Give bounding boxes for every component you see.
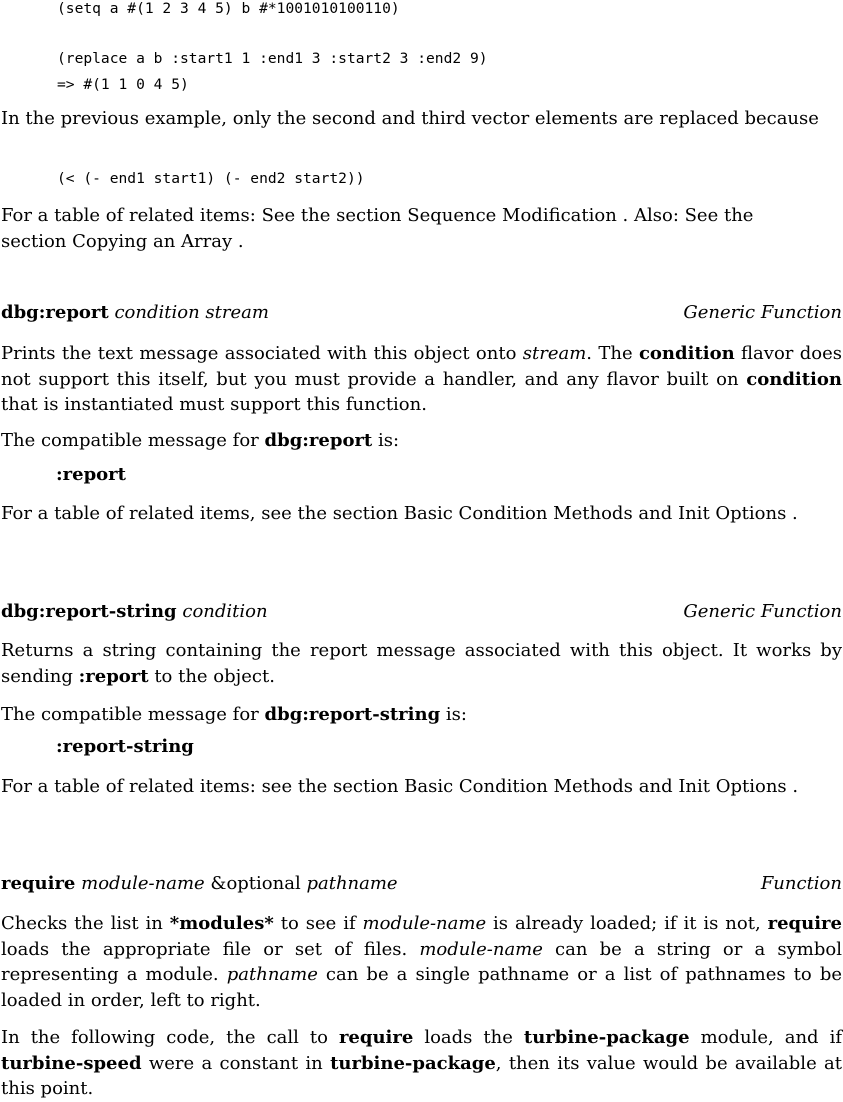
compatible-message: :report-string xyxy=(56,736,194,757)
entry-args: pathname xyxy=(306,873,398,894)
related-items-line: For a table of related items, see the section Basic Condition Methods and Init Options . xyxy=(1,503,798,524)
compatible-message-line: The compatible message for dbg:report is: xyxy=(1,430,400,451)
code-line: (< (- end1 start1) (- end2 start2)) xyxy=(57,170,365,187)
entry-name: require xyxy=(1,873,76,894)
entry-optional-keyword: &optional xyxy=(210,873,301,894)
related-items-line: section Copying an Array . xyxy=(1,231,244,252)
entry-heading xyxy=(1,302,842,328)
code-line: (replace a b :start1 1 :end1 3 :start2 3 :end2 9) xyxy=(57,50,488,67)
entry-example-intro: In the following code, the call to require loads the turbine-package module, and if turbine-speed were a constant in turbine-package, then its value would be available at this point. xyxy=(1,1027,843,1099)
entry-description: Returns a string containing the report message associated with this object. It works by sending :report to the object. xyxy=(1,640,842,687)
entry-heading xyxy=(1,873,842,899)
entry-name: dbg:report xyxy=(1,302,109,323)
entry-args: module-name xyxy=(81,873,205,894)
entry-name: dbg:report-string xyxy=(1,601,177,622)
entry-kind: Generic Function xyxy=(683,302,842,323)
code-line: => #(1 1 0 4 5) xyxy=(57,76,189,93)
entry-description: Checks the list in *modules* to see if module-name is already loaded; if it is not, require loads the appropriate file or set of files. module-name can be a string or a symbol representing a module. pathname can be a single pathname or a list of pathnames to be loaded in order, left to right. xyxy=(1,913,842,1011)
related-items-line: For a table of related items: See the section Sequence Modification . Also: See the xyxy=(1,205,754,226)
entry-kind: Generic Function xyxy=(683,601,842,622)
entry-kind: Function xyxy=(760,873,842,894)
entry-heading xyxy=(1,601,842,627)
code-line: (setq a #(1 2 3 4 5) b #*1001010100110) xyxy=(57,0,400,17)
paragraph: In the previous example, only the second and third vector elements are replaced because xyxy=(1,108,819,129)
compatible-message-line: The compatible message for dbg:report-string is: xyxy=(1,704,467,725)
entry-args: condition stream xyxy=(114,302,269,323)
entry-args: condition xyxy=(182,601,268,622)
entry-description: Prints the text message associated with this object onto stream. The condition flavor does not support this itself, but you must provide a handler, and any flavor built on condition that is instantiated must support this function. xyxy=(1,343,842,415)
compatible-message: :report xyxy=(56,464,126,485)
related-items-line: For a table of related items: see the section Basic Condition Methods and Init Options . xyxy=(1,776,799,797)
